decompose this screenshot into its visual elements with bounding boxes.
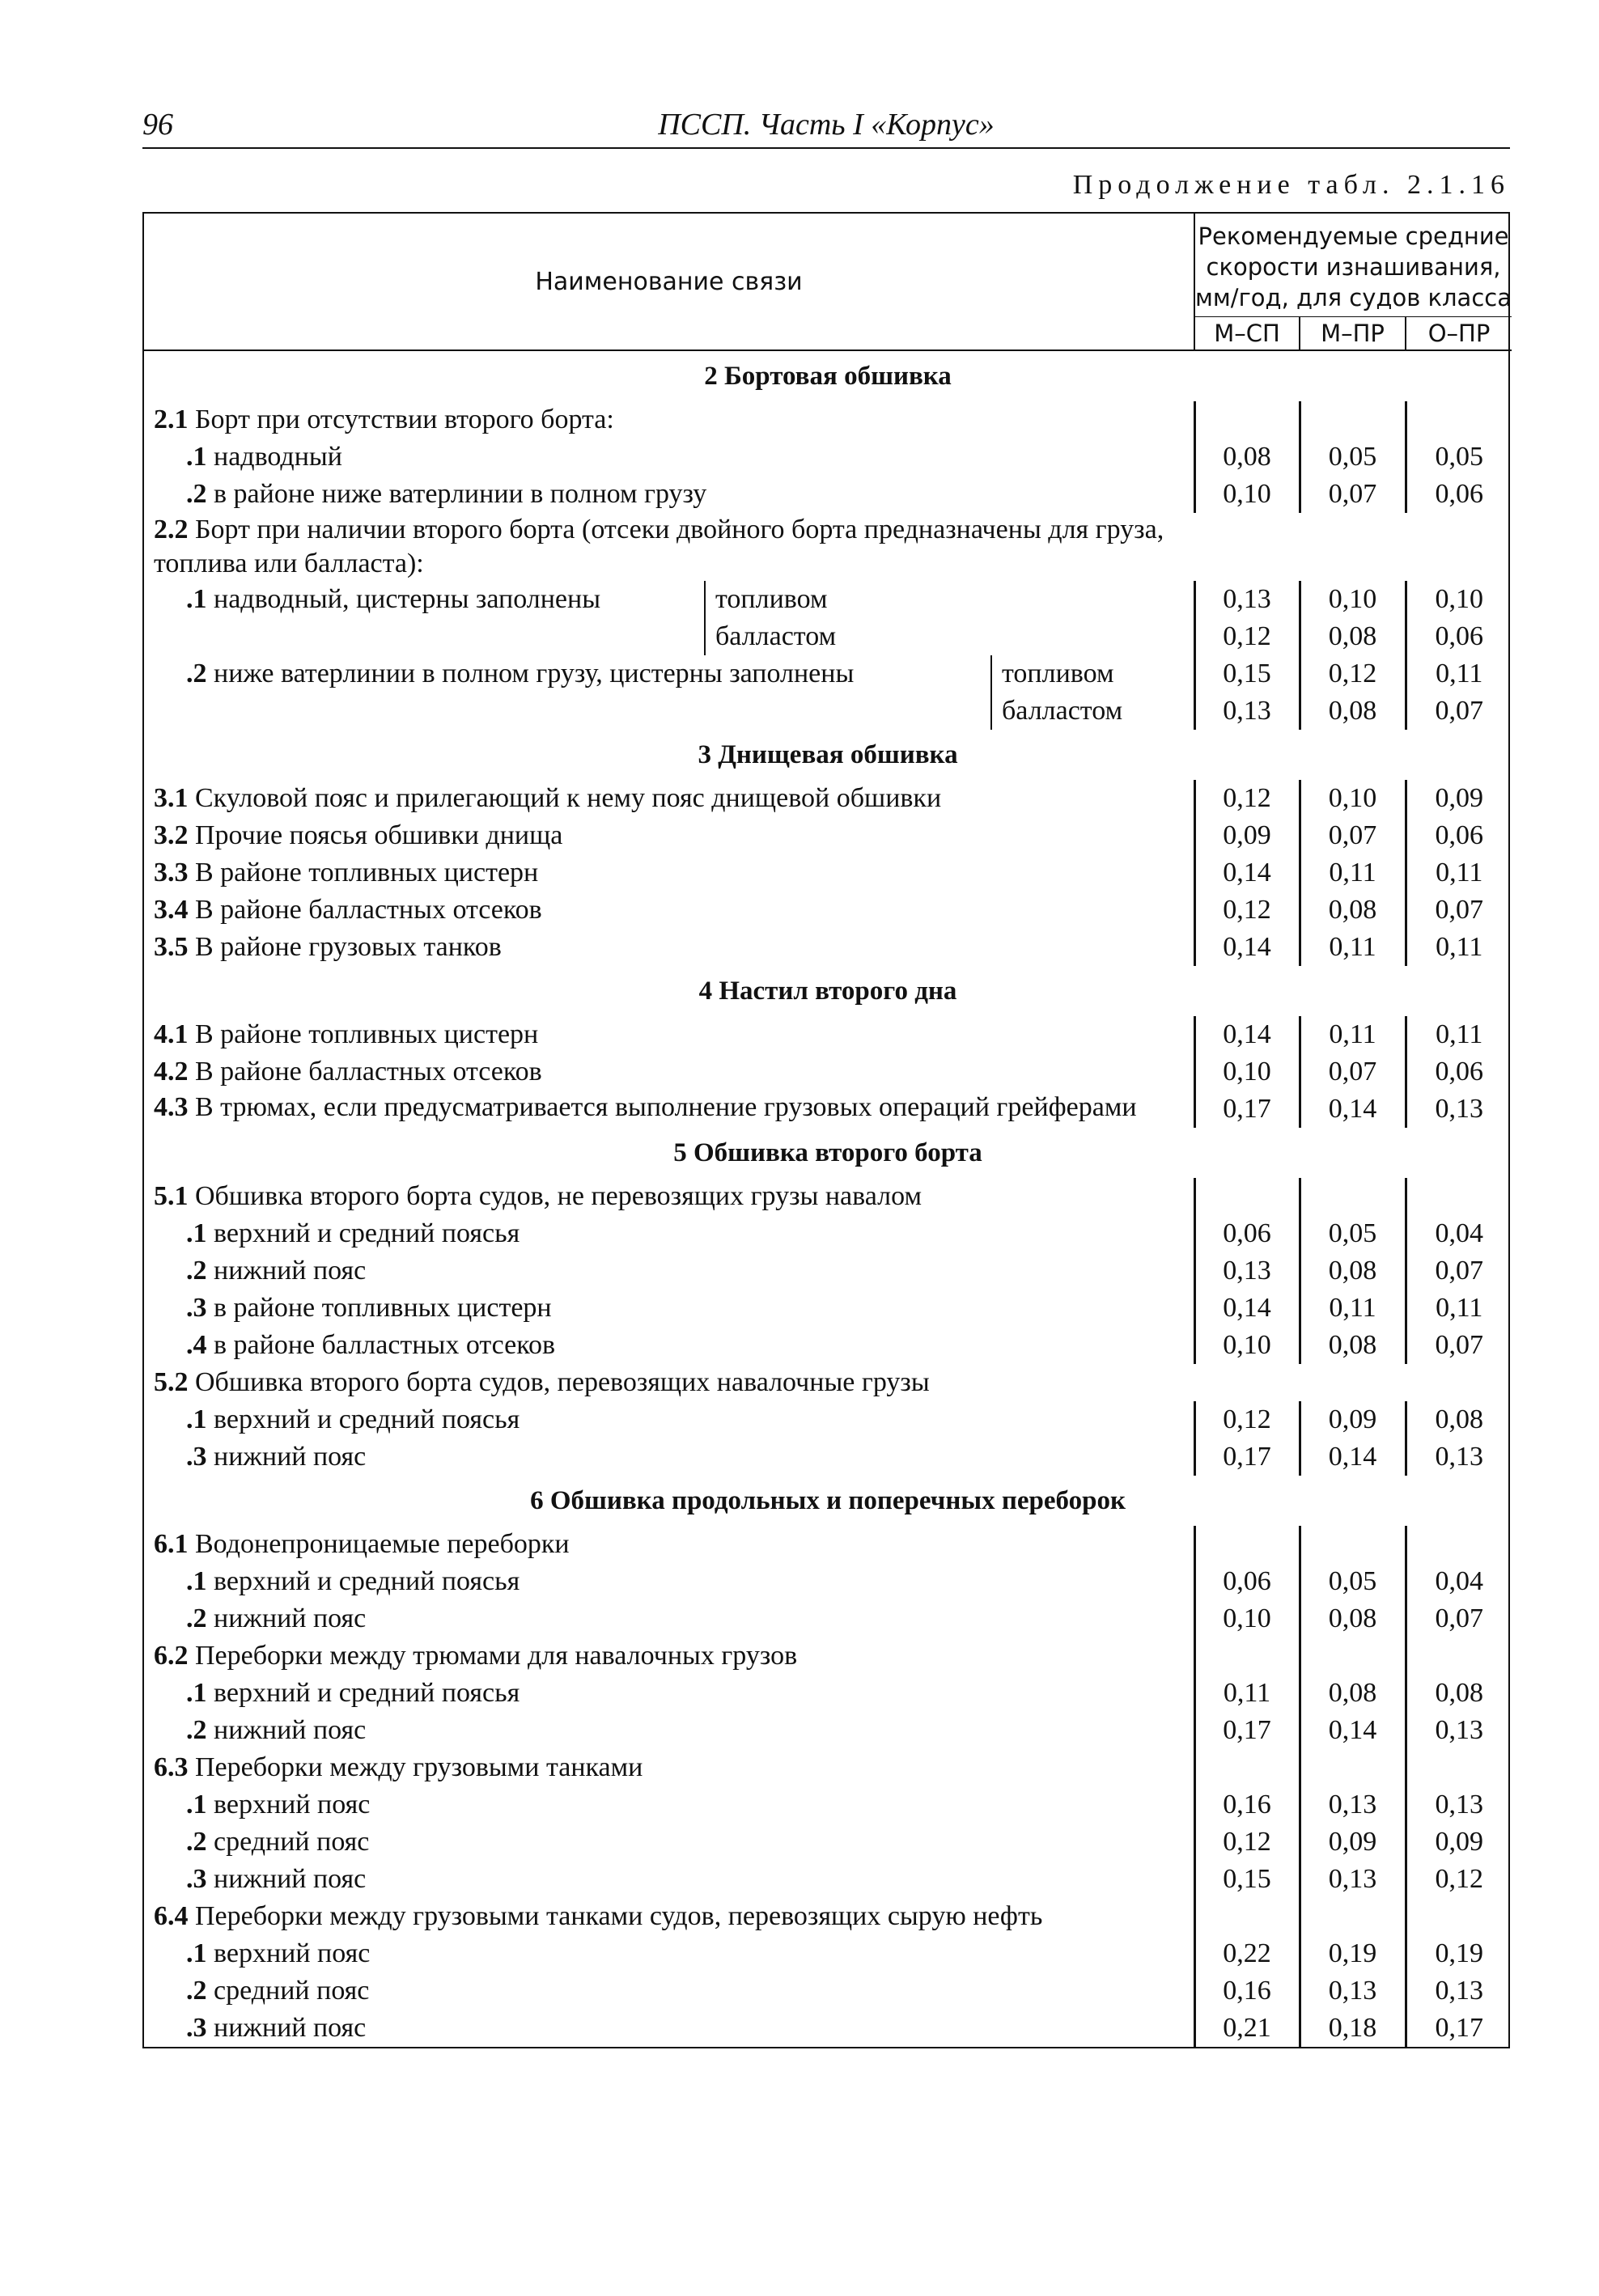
wear-rate-table bbox=[142, 212, 1510, 2048]
table-row: .1 надводный 0,08 0,05 0,05 bbox=[144, 438, 1512, 476]
table-row: .2 нижний пояс 0,10 0,08 0,07 bbox=[144, 1600, 1512, 1637]
table-row: 3.1 Скуловой пояс и прилегающий к нему пояс днищевой обшивки 0,12 0,10 0,09 bbox=[144, 780, 1512, 817]
section-heading: 3 Днищевая обшивка bbox=[698, 740, 958, 769]
table-row: 4.1 В районе топливных цистерн 0,14 0,11 0,11 bbox=[144, 1016, 1512, 1053]
table-row: 2.2 Борт при наличии второго борта (отсеки двойного борта предназначены для груза, топлива или балласта): bbox=[154, 515, 1164, 578]
column-header-o-pr: О–ПР bbox=[1406, 317, 1512, 351]
running-title: ПССП. Часть I «Корпус» bbox=[658, 108, 995, 142]
table-row: .1 верхний и средний поясья 0,06 0,05 0,04 bbox=[144, 1563, 1512, 1600]
section-heading: 2 Бортовая обшивка bbox=[704, 362, 952, 391]
table-row: 5.2 Обшивка второго борта судов, перевозящих навалочные грузы bbox=[154, 1367, 930, 1397]
table-row: .1 верхний и средний поясья 0,06 0,05 0,04 bbox=[144, 1215, 1512, 1252]
table-row: .1 верхний пояс 0,16 0,13 0,13 bbox=[144, 1786, 1512, 1824]
table-row: 4.3 В трюмах, если предусматривается выполнение грузовых операций грейферами 0,17 0,14 0,13 bbox=[144, 1091, 1512, 1128]
page-number: 96 bbox=[142, 108, 173, 142]
column-header-name: Наименование связи bbox=[144, 214, 1194, 350]
table-row: .4 в районе балластных отсеков 0,10 0,08 0,07 bbox=[144, 1327, 1512, 1364]
table-row: .1 верхний и средний поясья 0,11 0,08 0,08 bbox=[144, 1675, 1512, 1712]
table-row: .3 нижний пояс 0,21 0,18 0,17 bbox=[144, 2010, 1512, 2047]
table-row: 3.4 В районе балластных отсеков 0,12 0,08 0,07 bbox=[144, 892, 1512, 929]
table-row: .2 средний пояс 0,16 0,13 0,13 bbox=[144, 1972, 1512, 2010]
column-header-m-sp: М–СП bbox=[1194, 317, 1300, 351]
table-row: балластом 0,13 0,08 0,07 bbox=[144, 693, 1512, 730]
table-row: .3 в районе топливных цистерн 0,14 0,11 0,11 bbox=[144, 1290, 1512, 1327]
table-row: 6.2 Переборки между трюмами для навалочных грузов bbox=[144, 1637, 1512, 1675]
table-row: .2 в районе ниже ватерлинии в полном грузу 0,10 0,07 0,06 bbox=[144, 476, 1512, 513]
table-row: .3 нижний пояс 0,17 0,14 0,13 bbox=[144, 1438, 1512, 1476]
table-row: балластом 0,12 0,08 0,06 bbox=[144, 618, 1512, 655]
table-row: .2 средний пояс 0,12 0,09 0,09 bbox=[144, 1824, 1512, 1861]
table-row: .2 нижний пояс 0,13 0,08 0,07 bbox=[144, 1252, 1512, 1290]
table-row: 2.1 Борт при отсутствии второго борта: bbox=[144, 401, 1512, 438]
table-row: 3.3 В районе топливных цистерн 0,14 0,11 0,11 bbox=[144, 854, 1512, 892]
section-heading: 6 Обшивка продольных и поперечных переборок bbox=[530, 1486, 1126, 1515]
table-row: .3 нижний пояс 0,15 0,13 0,12 bbox=[144, 1861, 1512, 1898]
table-continuation-caption: Продолжение табл. 2.1.16 bbox=[1072, 170, 1510, 200]
table-row: 3.5 В районе грузовых танков 0,14 0,11 0,11 bbox=[144, 929, 1512, 966]
table-row: 6.3 Переборки между грузовыми танками bbox=[144, 1749, 1512, 1786]
table-row: .1 верхний пояс 0,22 0,19 0,19 bbox=[144, 1935, 1512, 1972]
table-row: .2 ниже ватерлинии в полном грузу, цистерны заполнены топливом 0,15 0,12 0,11 bbox=[144, 655, 1512, 693]
table-row: 3.2 Прочие поясья обшивки днища 0,09 0,07 0,06 bbox=[144, 817, 1512, 854]
column-header-m-pr: М–ПР bbox=[1300, 317, 1406, 351]
table-row: 5.1 Обшивка второго борта судов, не перевозящих грузы навалом bbox=[144, 1178, 1512, 1215]
table-row: .1 надводный, цистерны заполнены топливом 0,13 0,10 0,10 bbox=[144, 581, 1512, 618]
table-row: 6.4 Переборки между грузовыми танками судов, перевозящих сырую нефть bbox=[144, 1898, 1512, 1935]
table-row: 6.1 Водонепроницаемые переборки bbox=[144, 1526, 1512, 1563]
section-heading: 4 Настил второго дна bbox=[698, 976, 957, 1006]
section-heading: 5 Обшивка второго борта bbox=[673, 1138, 982, 1167]
column-header-group: Рекомендуемые средние скорости изнашивания, мм/год, для судов класса bbox=[1194, 214, 1512, 317]
page-header bbox=[142, 107, 1510, 149]
table-row: .2 нижний пояс 0,17 0,14 0,13 bbox=[144, 1712, 1512, 1749]
table-row: 4.2 В районе балластных отсеков 0,10 0,07 0,06 bbox=[144, 1053, 1512, 1091]
table-row: .1 верхний и средний поясья 0,12 0,09 0,08 bbox=[144, 1401, 1512, 1438]
